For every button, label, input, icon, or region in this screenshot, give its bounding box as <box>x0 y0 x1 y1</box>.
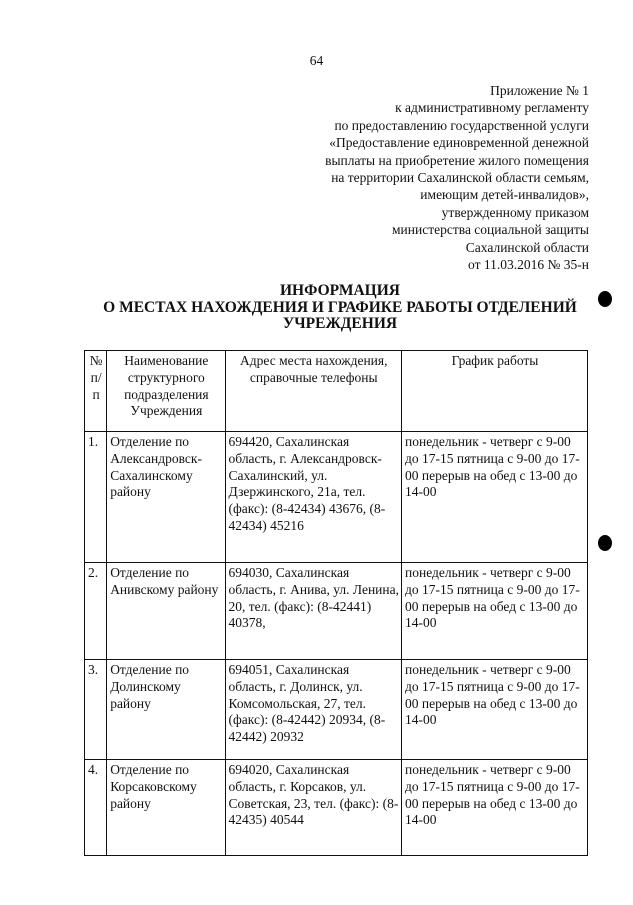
document-title <box>60 283 620 333</box>
table-header-row <box>85 351 588 432</box>
header-schedule: График работы <box>402 351 588 432</box>
cell-address: 694030, Сахалинская область, г. Анива, ул. Ленина, 20, тел. (факс): (8-42441) 40378, <box>225 563 401 660</box>
punch-hole-mark <box>598 535 612 551</box>
cell-address: 694020, Сахалинская область, г. Корсаков, ул. Советская, 23, тел. (факс): (8-42435) 40544 <box>225 760 401 856</box>
appendix-line: Приложение № 1 <box>490 83 589 98</box>
appendix-line: к административному регламенту <box>395 100 589 116</box>
cell-name: Отделение по Анивскому району <box>107 563 225 660</box>
table-row <box>85 432 588 563</box>
cell-schedule: понедельник - четверг с 9-00 до 17-15 пятница с 9-00 до 17-00 перерыв на обед с 13-00 до 14-00 <box>402 760 588 856</box>
header-name: Наименование структурного подразделения Учреждения <box>107 351 225 432</box>
appendix-line: имеющим детей-инвалидов», <box>420 187 589 203</box>
cell-schedule: понедельник - четверг с 9-00 до 17-15 пятница с 9-00 до 17-00 перерыв на обед с 13-00 до 14-00 <box>402 432 588 563</box>
page-number: 64 <box>309 53 324 68</box>
table-row <box>85 760 588 856</box>
table-row <box>85 563 588 660</box>
appendix-line: «Предоставление единовременной денежной <box>329 135 589 151</box>
cell-num: 3. <box>85 660 107 760</box>
cell-num: 2. <box>85 563 107 660</box>
cell-address: 694051, Сахалинская область, г. Долинск, ул. Комсомольская, 27, тел. (факс): (8-42442) 20934, (8-42442) 20932 <box>225 660 401 760</box>
appendix-block <box>229 82 589 273</box>
cell-schedule: понедельник - четверг с 9-00 до 17-15 пятница с 9-00 до 17-00 перерыв на обед с 13-00 до 14-00 <box>402 660 588 760</box>
cell-address: 694420, Сахалинская область, г. Александровск-Сахалинский, ул. Дзержинского, 21а, тел. (факс): (8-42434) 43676, (8-42434) 45216 <box>225 432 401 563</box>
appendix-line: утвержденному приказом <box>441 204 589 220</box>
title-line: ИНФОРМАЦИЯ <box>280 282 400 299</box>
appendix-line: от 11.03.2016 № 35-н <box>468 257 589 273</box>
appendix-line: выплаты на приобретение жилого помещения <box>325 152 589 168</box>
appendix-line: Сахалинской области <box>465 239 589 255</box>
appendix-line: министерства социальной защиты <box>392 222 589 238</box>
cell-name: Отделение по Долинскому району <box>107 660 225 760</box>
cell-schedule: понедельник - четверг с 9-00 до 17-15 пятница с 9-00 до 17-00 перерыв на обед с 13-00 до 14-00 <box>402 563 588 660</box>
cell-name: Отделение по Корсаковскому району <box>107 760 225 856</box>
cell-num: 4. <box>85 760 107 856</box>
title-line: УЧРЕЖДЕНИЯ <box>282 315 398 332</box>
appendix-line: по предоставлению государственной услуги <box>334 117 589 133</box>
punch-hole-mark <box>598 291 612 307</box>
appendix-line: на территории Сахалинской области семьям, <box>331 170 589 186</box>
cell-name: Отделение по Александровск-Сахалинскому району <box>107 432 225 563</box>
table-row <box>85 660 588 760</box>
cell-num: 1. <box>85 432 107 563</box>
title-line: О МЕСТАХ НАХОЖДЕНИЯ И ГРАФИКЕ РАБОТЫ ОТДЕЛЕНИЙ <box>103 298 577 316</box>
header-num: № п/ п <box>85 351 107 432</box>
header-address: Адрес места нахождения, справочные телефоны <box>225 351 401 432</box>
branches-table <box>84 350 588 856</box>
